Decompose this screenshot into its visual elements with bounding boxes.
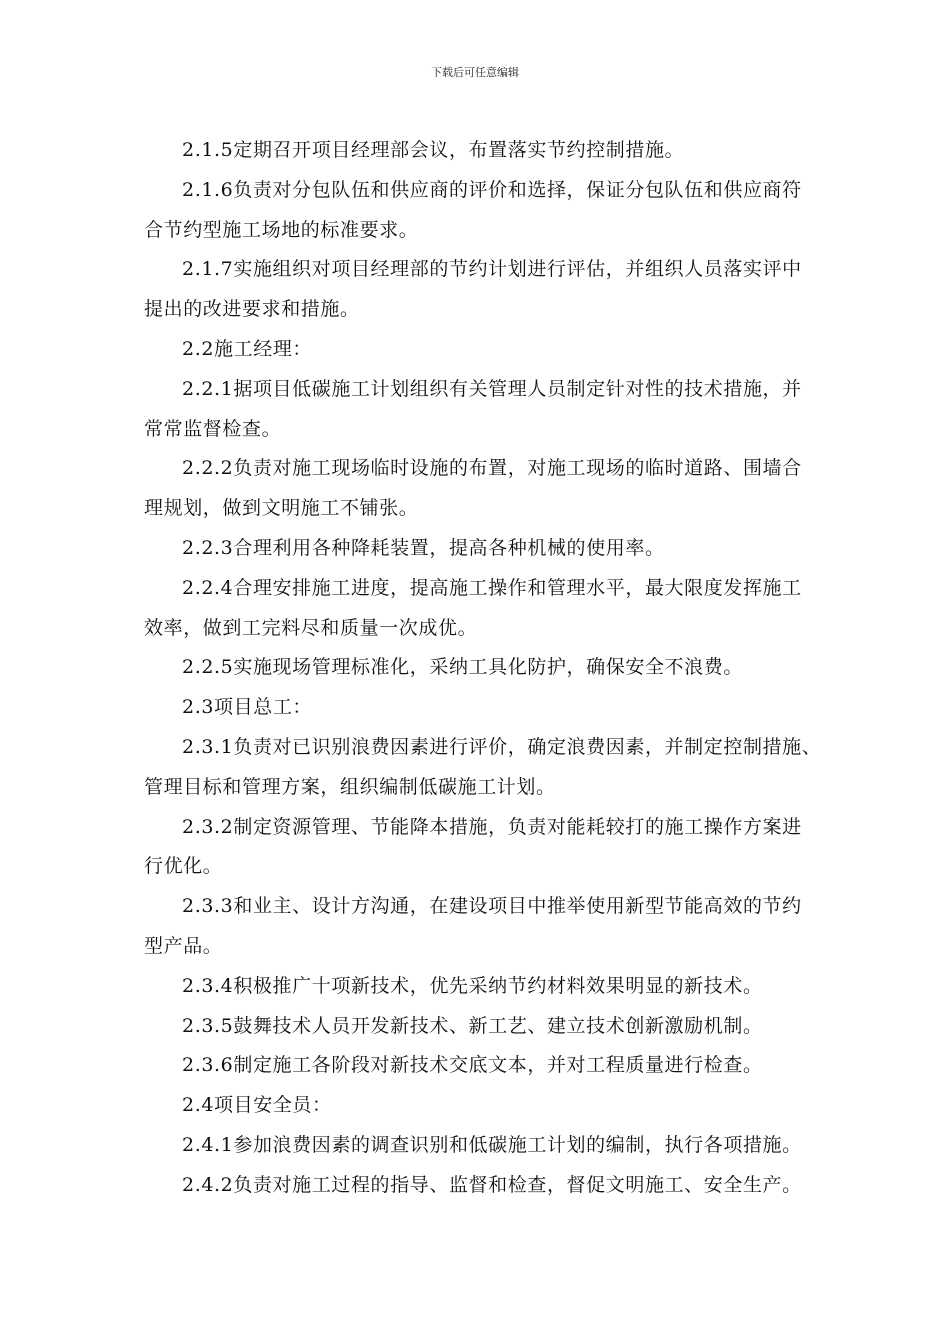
paragraph (144, 370, 824, 450)
paragraph (144, 1166, 824, 1206)
paragraph-line: 常常监督检查。 (144, 417, 282, 440)
paragraph-line: 2.1.6负责对分包队伍和供应商的评价和选择，保证分包队伍和供应商符 (182, 178, 802, 201)
paragraph-line: 2.3.4积极推广十项新技术，优先采纳节约材料效果明显的新技术。 (182, 974, 763, 997)
paragraph-line: 2.1.5定期召开项目经理部会议，布置落实节约控制措施。 (182, 139, 685, 161)
paragraph-line: 2.2.5实施现场管理标准化，采纳工具化防护，确保安全不浪费。 (182, 656, 743, 679)
paragraph-line: 2.2.4合理安排施工进度，提高施工操作和管理水平，最大限度发挥施工 (182, 576, 802, 599)
paragraph-line: 2.1.7实施组织对项目经理部的节约计划进行评估，并组织人员落实评中 (182, 258, 802, 281)
paragraph-line: 2.3.6制定施工各阶段对新技术交底文本，并对工程质量进行检查。 (182, 1054, 763, 1077)
paragraph (144, 1046, 824, 1086)
paragraph-line: 管理目标和管理方案，组织编制低碳施工计划。 (144, 775, 556, 798)
paragraph-line: 2.3.2制定资源管理、节能降本措施，负责对能耗较打的施工操作方案进 (182, 815, 802, 838)
paragraph (144, 1086, 824, 1126)
paragraph-line: 2.3.5鼓舞技术人员开发新技术、新工艺、建立技术创新激励机制。 (182, 1014, 763, 1037)
paragraph-line: 提出的改进要求和措施。 (144, 298, 360, 321)
paragraph (144, 688, 824, 728)
page-header-note: 下载后可任意编辑 (431, 66, 519, 79)
paragraph-line: 2.3.3和业主、设计方沟通，在建设项目中推举使用新型节能高效的节约 (182, 895, 802, 918)
paragraph-line: 理规划，做到文明施工不铺张。 (144, 497, 419, 520)
paragraph-line: 2.4.1参加浪费因素的调查识别和低碳施工计划的编制，执行各项措施。 (182, 1133, 802, 1156)
paragraph (144, 887, 824, 967)
paragraph (144, 569, 824, 649)
paragraph (144, 250, 824, 330)
paragraph (144, 449, 824, 529)
paragraph-line: 合节约型施工场地的标准要求。 (144, 218, 419, 241)
document-body (144, 131, 824, 1206)
paragraph (144, 330, 824, 370)
paragraph (144, 1007, 824, 1047)
paragraph (144, 1126, 824, 1166)
paragraph (144, 648, 824, 688)
paragraph-line: 效率，做到工完料尽和质量一次成优。 (144, 616, 478, 639)
paragraph (144, 728, 824, 808)
paragraph-line: 2.3.1负责对已识别浪费因素进行评价，确定浪费因素，并制定控制措施、 (182, 735, 822, 758)
paragraph-line: 2.2施工经理： (182, 337, 313, 360)
paragraph-line: 型产品。 (144, 934, 223, 957)
paragraph-line: 2.2.3合理利用各种降耗装置，提高各种机械的使用率。 (182, 536, 665, 559)
paragraph (144, 529, 824, 569)
paragraph (144, 808, 824, 888)
paragraph-line: 2.4项目安全员： (182, 1094, 332, 1117)
paragraph-line: 2.4.2负责对施工过程的指导、监督和检查，督促文明施工、安全生产。 (182, 1173, 802, 1196)
paragraph (144, 171, 824, 251)
paragraph-line: 2.2.1据项目低碳施工计划组织有关管理人员制定针对性的技术措施，并 (182, 377, 802, 400)
paragraph-line: 2.3项目总工： (182, 696, 313, 719)
paragraph (144, 967, 824, 1007)
paragraph (144, 131, 824, 171)
paragraph-line: 2.2.2负责对施工现场临时设施的布置，对施工现场的临时道路、围墙合 (182, 457, 802, 480)
paragraph-line: 行优化。 (144, 855, 223, 878)
